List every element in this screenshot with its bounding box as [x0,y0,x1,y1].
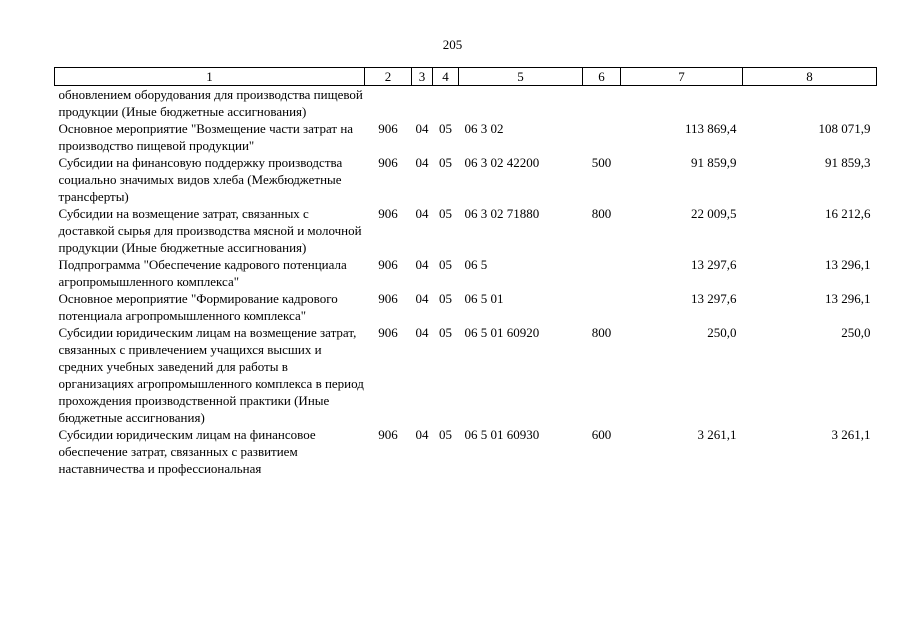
table-row [55,154,877,205]
row-amount-2: 13 296,1 [825,257,871,272]
row-admin-code: 906 [378,291,398,306]
row-amount-1: 91 859,9 [691,155,737,170]
row-description: Основное мероприятие "Формирование кадрового потенциала агропромышленного комплекса" [58,291,338,323]
row-amount-2: 250,0 [841,325,871,340]
row-subsection: 05 [439,291,452,306]
row-section: 04 [415,257,429,272]
row-admin-code [365,86,412,121]
row-subsection: 05 [439,427,452,442]
row-target-article: 06 3 02 42200 [464,155,540,170]
row-description: обновлением оборудования для производства пищевой продукции (Иные бюджетные ассигнования) [58,87,363,119]
row-expense-type: 800 [591,206,612,221]
table-row [55,86,877,121]
header-col-5: 5 [459,68,583,86]
row-expense-type: 800 [591,325,612,340]
row-amount-2 [743,86,877,121]
row-description: Субсидии на возмещение затрат, связанных с доставкой сырья для производства мясной и молочной продукции (Иные бюджетные ассигнования) [58,206,362,255]
row-target-article: 06 3 02 [464,121,504,136]
row-amount-1: 13 297,6 [691,257,737,272]
row-target-article [459,86,583,121]
row-description: Субсидии юридическим лицам на возмещение затрат, связанных с привлечением учащихся высших и средних учебных заведений для работы в организациях агропромышленного комплекса в период прохождения производственной практики (Иные бюджетные ассигнования) [58,325,364,425]
row-admin-code: 906 [378,206,398,221]
table-row [55,426,877,477]
row-subsection: 05 [439,257,452,272]
header-col-1: 1 [55,68,365,86]
row-target-article: 06 5 01 60920 [464,325,540,340]
header-col-4: 4 [433,68,459,86]
row-amount-1 [621,86,743,121]
row-amount-2: 13 296,1 [825,291,871,306]
row-target-article: 06 5 01 60930 [464,427,540,442]
row-section: 04 [415,155,429,170]
row-amount-2: 3 261,1 [831,427,871,442]
row-section: 04 [415,206,429,221]
row-amount-1: 3 261,1 [697,427,737,442]
row-amount-1: 113 869,4 [684,121,737,136]
table-row [55,256,877,290]
row-admin-code: 906 [378,257,398,272]
row-section: 04 [415,427,429,442]
header-col-6: 6 [583,68,621,86]
row-section: 04 [415,291,429,306]
row-subsection: 05 [439,325,452,340]
header-col-2: 2 [365,68,412,86]
row-subsection: 05 [439,206,452,221]
table-row [55,205,877,256]
row-expense-type [583,290,621,324]
table-row [55,120,877,154]
row-target-article: 06 3 02 71880 [464,206,540,221]
row-amount-2: 91 859,3 [825,155,871,170]
row-section: 04 [415,121,429,136]
row-admin-code: 906 [378,121,398,136]
row-expense-type [583,86,621,121]
row-section: 04 [415,325,429,340]
table-row [55,324,877,426]
header-col-7: 7 [621,68,743,86]
row-amount-1: 250,0 [707,325,737,340]
row-expense-type: 600 [591,427,612,442]
row-section [412,86,433,121]
row-expense-type [583,256,621,290]
row-description: Подпрограмма "Обеспечение кадрового потенциала агропромышленного комплекса" [58,257,347,289]
row-admin-code: 906 [378,155,398,170]
row-amount-1: 22 009,5 [691,206,737,221]
table-row [55,290,877,324]
row-amount-1: 13 297,6 [691,291,737,306]
header-col-3: 3 [412,68,433,86]
page-number: 205 [442,37,463,52]
row-subsection [433,86,459,121]
header-row [55,68,877,86]
row-expense-type: 500 [591,155,612,170]
row-amount-2: 16 212,6 [825,206,871,221]
row-amount-2: 108 071,9 [818,121,871,136]
row-admin-code: 906 [378,325,398,340]
header-col-8: 8 [743,68,877,86]
row-description: Основное мероприятие "Возмещение части затрат на производство пищевой продукции" [58,121,354,153]
row-expense-type [583,120,621,154]
row-admin-code: 906 [378,427,398,442]
row-target-article: 06 5 [464,257,488,272]
row-subsection: 05 [439,121,452,136]
row-subsection: 05 [439,155,452,170]
row-description: Субсидии на финансовую поддержку производства социально значимых видов хлеба (Межбюджетные трансферты) [58,155,343,204]
row-target-article: 06 5 01 [464,291,504,306]
budget-table [54,67,877,477]
row-description: Субсидии юридическим лицам на финансовое обеспечение затрат, связанных с развитием наставничества и профессиональная [58,427,316,476]
